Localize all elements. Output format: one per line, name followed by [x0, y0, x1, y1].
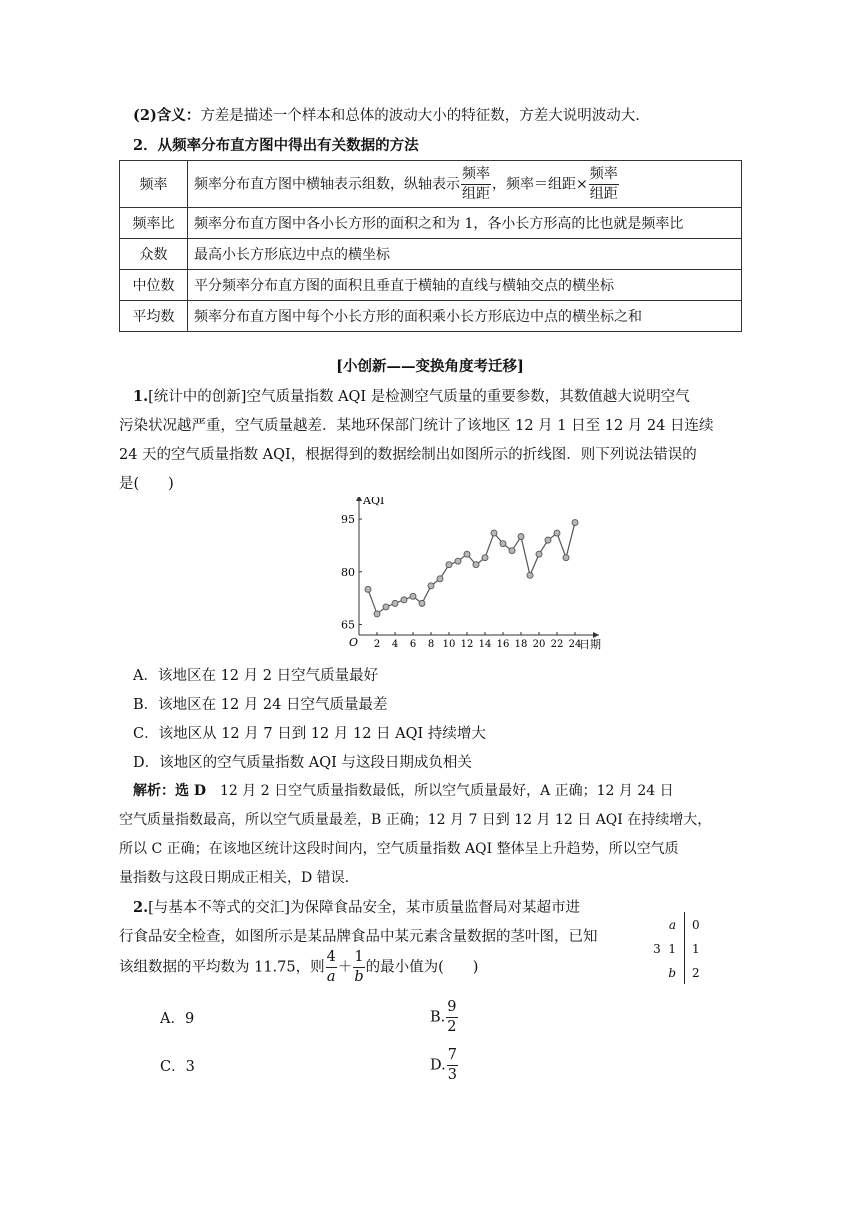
x-tick-label: 4 [391, 639, 399, 650]
stem-leaf-stem: 0 [692, 918, 700, 932]
table-row [120, 270, 742, 301]
data-point [464, 551, 470, 557]
table-row-key: 中位数 [120, 270, 188, 301]
data-point [554, 530, 560, 536]
table-row-key: 平均数 [120, 301, 188, 332]
fraction [326, 948, 337, 987]
fraction-denominator: 组距 [589, 185, 618, 202]
data-point [437, 576, 443, 582]
x-tick-label: 2 [373, 639, 381, 650]
stem-leaf-left: a [668, 918, 676, 932]
fraction [353, 948, 364, 987]
stem-leaf-stem: 2 [692, 966, 700, 980]
stem-leaf-stem: 1 [692, 942, 700, 956]
fraction [461, 165, 491, 204]
fraction-numerator: 频率 [589, 165, 619, 185]
y-tick-label: 95 [341, 513, 355, 527]
table-row [120, 161, 742, 208]
fraction [446, 998, 457, 1037]
fraction-denominator: b [354, 969, 364, 985]
data-point [455, 558, 461, 564]
table-row [120, 301, 742, 332]
section-title: [小创新——变换角度考迁移] [336, 358, 524, 375]
x-tick-label: 14 [478, 639, 492, 650]
q1-solution-label: 解析：选 D [133, 783, 207, 799]
q2-option-c: C．3 [160, 1059, 195, 1075]
data-point [500, 541, 506, 547]
intro-line-text: 方差是描述一个样本和总体的波动大小的特征数，方差大说明波动大. [200, 108, 640, 124]
q2-line-3 [119, 948, 478, 987]
q1-line-3: 24 天的空气质量指数 AQI，根据得到的数据绘制出如图所示的折线图．则下列说法错误的 [119, 447, 697, 463]
y-axis-label: AQI [363, 497, 385, 507]
aqi-line-chart [335, 497, 605, 655]
data-point [491, 530, 497, 536]
intro-line-prefix: (2)含义： [133, 107, 201, 124]
data-point [536, 551, 542, 557]
x-axis-label: 日期 [579, 638, 601, 651]
x-tick-label: 20 [532, 639, 546, 650]
plus-sign: ＋ [337, 959, 353, 976]
fraction-numerator: 4 [326, 948, 337, 968]
fraction [447, 1046, 458, 1085]
data-point [527, 572, 533, 578]
data-point [446, 562, 452, 568]
q1-option-a: A．该地区在 12 月 2 日空气质量最好 [133, 668, 379, 684]
table-row-text-part: ，频率＝组距× [492, 176, 588, 192]
x-tick-label: 10 [442, 639, 456, 650]
x-tick-label: 24 [568, 639, 582, 650]
x-tick-label: 12 [460, 639, 474, 650]
stem-leaf-left: b [668, 966, 676, 980]
q2-text: 为保障食品安全，某市质量监督局对某超市进 [289, 900, 580, 916]
q2-text: 该组数据的平均数为 11.75，则 [119, 959, 325, 976]
q1-text: 空气质量指数 AQI 是检测空气质量的重要参数，其数值越大说明空气 [246, 389, 690, 405]
q1-solution-line-4: 量指数与这段日期成正相关，D 错误. [119, 870, 350, 886]
q1-solution-text: 12 月 2 日空气质量指数最低，所以空气质量最好，A 正确；12 月 24 日 [220, 783, 674, 799]
data-point [518, 534, 524, 540]
fraction [589, 165, 619, 204]
fraction-denominator: 3 [447, 1067, 457, 1083]
x-tick-label: 6 [409, 639, 417, 650]
x-tick-label: 18 [514, 639, 528, 650]
origin-label: O [349, 636, 359, 649]
series-line [368, 523, 575, 614]
data-point [509, 548, 515, 554]
data-point [482, 555, 488, 561]
table-row-key: 众数 [120, 239, 188, 270]
option-label: D. [430, 1057, 446, 1074]
q2-line-1 [133, 896, 580, 917]
q2-number: 2. [133, 899, 149, 916]
q1-line-1 [133, 385, 690, 406]
table-row [120, 208, 742, 239]
data-point [401, 597, 407, 603]
q1-line-4: 是( ) [119, 476, 174, 492]
stem-leaf-left: 3 1 [653, 942, 676, 956]
q1-solution-line-2: 空气质量指数最高，所以空气质量最差，B 正确；12 月 7 日到 12 月 12 日 AQI 在持续增大， [119, 812, 712, 828]
x-tick-label: 8 [427, 639, 435, 650]
data-point [383, 604, 389, 610]
data-point [392, 600, 398, 606]
stem-divider [684, 912, 685, 984]
fraction-denominator: 2 [447, 1019, 457, 1035]
fraction-numerator: 7 [447, 1046, 458, 1066]
q2-option-d [430, 1046, 459, 1085]
q1-solution-line-3: 所以 C 正确；在该地区统计这段时间内，空气质量指数 AQI 整体呈上升趋势，所以空气质 [119, 841, 679, 857]
q2-text: 的最小值为( ) [365, 959, 479, 976]
data-point [545, 537, 551, 543]
y-tick-label: 80 [341, 565, 355, 579]
fraction-numerator: 频率 [461, 165, 491, 185]
table-row-text: 频率分布直方图中各小长方形的面积之和为 1，各小长方形高的比也就是频率比 [188, 208, 742, 239]
q1-line-2: 污染状况越严重，空气质量越差．某地环保部门统计了该地区 12 月 1 日至 12 月 24 日连续 [119, 418, 714, 434]
q1-option-d: D．该地区的空气质量指数 AQI 与这段日期成负相关 [133, 755, 472, 771]
table-row-text: 平分频率分布直方图的面积且垂直于横轴的直线与横轴交点的横坐标 [188, 270, 742, 301]
x-tick-label: 22 [550, 639, 564, 650]
table-row-text: 最高小长方形底边中点的横坐标 [188, 239, 742, 270]
data-point [572, 520, 578, 526]
q2-line-2: 行食品安全检查，如图所示是某品牌食品中某元素含量数据的茎叶图，已知 [119, 929, 598, 945]
fraction-numerator: 1 [353, 948, 364, 968]
y-axis-arrow [356, 497, 362, 501]
data-point [374, 611, 380, 617]
q1-option-b: B．该地区在 12 月 24 日空气质量最差 [133, 697, 388, 713]
option-label: B. [430, 1009, 446, 1026]
methods-table [119, 160, 742, 332]
q1-solution-line-1 [133, 780, 674, 800]
fraction-denominator: a [326, 969, 336, 985]
fraction-numerator: 9 [446, 998, 457, 1018]
table-row-text: 频率分布直方图中每个小长方形的面积乘小长方形底边中点的横坐标之和 [188, 301, 742, 332]
q1-tag: [统计中的创新] [148, 389, 247, 405]
table-row-key: 频率 [120, 161, 188, 208]
stem-leaf-plot [636, 910, 716, 988]
data-point [563, 555, 569, 561]
data-point [419, 600, 425, 606]
table-row [120, 239, 742, 270]
x-tick-label: 16 [496, 639, 510, 650]
section-heading-2: 2．从频率分布直方图中得出有关数据的方法 [133, 137, 419, 154]
intro-line-definition [133, 104, 640, 125]
data-point [410, 593, 416, 599]
fraction-denominator: 组距 [462, 185, 490, 202]
q2-option-b [430, 998, 459, 1037]
data-point [473, 562, 479, 568]
y-tick-label: 65 [341, 618, 355, 632]
table-row-key: 频率比 [120, 208, 188, 239]
data-point [428, 583, 434, 589]
q2-option-a: A．9 [160, 1011, 195, 1027]
q2-tag: [与基本不等式的交汇] [148, 900, 290, 916]
q1-number: 1. [133, 388, 149, 405]
table-row-text [188, 161, 742, 208]
table-row-text-part: 频率分布直方图中横轴表示组数，纵轴表示 [194, 176, 460, 192]
data-point [365, 586, 371, 592]
q1-option-c: C．该地区从 12 月 7 日到 12 月 12 日 AQI 持续增大 [133, 726, 486, 742]
